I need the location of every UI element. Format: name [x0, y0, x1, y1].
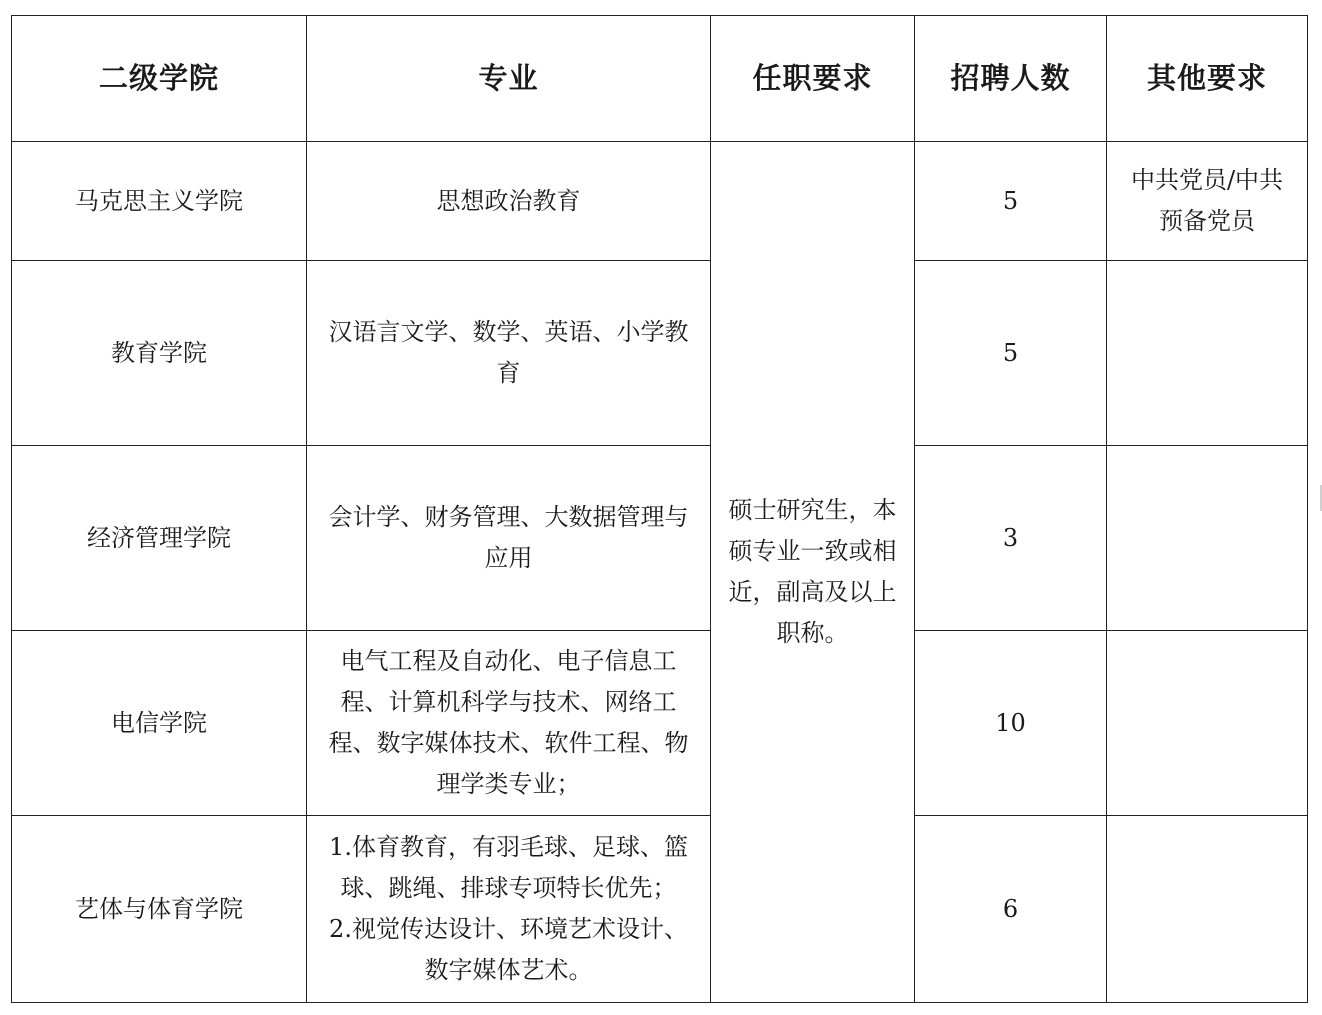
major-cell: 思想政治教育 — [307, 142, 711, 261]
college-cell: 马克思主义学院 — [12, 142, 307, 261]
major-cell: 电气工程及自动化、电子信息工程、计算机科学与技术、网络工程、数字媒体技术、软件工程、物理学类专业； — [307, 631, 711, 816]
count-cell: 5 — [915, 261, 1107, 446]
header-count: 招聘人数 — [915, 16, 1107, 142]
other-requirement-cell — [1107, 446, 1308, 631]
table-row — [12, 816, 1308, 1003]
header-requirement: 任职要求 — [711, 16, 915, 142]
major-cell: 汉语言文学、数学、英语、小学教育 — [307, 261, 711, 446]
header-other: 其他要求 — [1107, 16, 1308, 142]
table-row — [12, 446, 1308, 631]
count-cell: 5 — [915, 142, 1107, 261]
header-major: 专业 — [307, 16, 711, 142]
count-cell: 6 — [915, 816, 1107, 1003]
college-cell: 经济管理学院 — [12, 446, 307, 631]
table-row — [12, 142, 1308, 261]
major-line: 1.体育教育，有羽毛球、足球、篮球、跳绳、排球专项特长优先； — [329, 833, 688, 902]
major-cell: 会计学、财务管理、大数据管理与应用 — [307, 446, 711, 631]
table-row — [12, 631, 1308, 816]
count-cell: 10 — [915, 631, 1107, 816]
requirement-cell: 硕士研究生，本硕专业一致或相近，副高及以上职称。 — [711, 142, 915, 1003]
major-line: 2.视觉传达设计、环境艺术设计、数字媒体艺术。 — [329, 915, 688, 984]
college-cell: 教育学院 — [12, 261, 307, 446]
recruitment-table — [11, 15, 1308, 1003]
major-cell — [307, 816, 711, 1003]
other-requirement-cell — [1107, 261, 1308, 446]
header-row — [12, 16, 1308, 142]
college-cell: 电信学院 — [12, 631, 307, 816]
table-row — [12, 261, 1308, 446]
header-college: 二级学院 — [12, 16, 307, 142]
count-cell: 3 — [915, 446, 1107, 631]
college-cell: 艺体与体育学院 — [12, 816, 307, 1003]
other-requirement-cell: 中共党员/中共预备党员 — [1107, 142, 1308, 261]
other-requirement-cell — [1107, 631, 1308, 816]
other-requirement-cell — [1107, 816, 1308, 1003]
